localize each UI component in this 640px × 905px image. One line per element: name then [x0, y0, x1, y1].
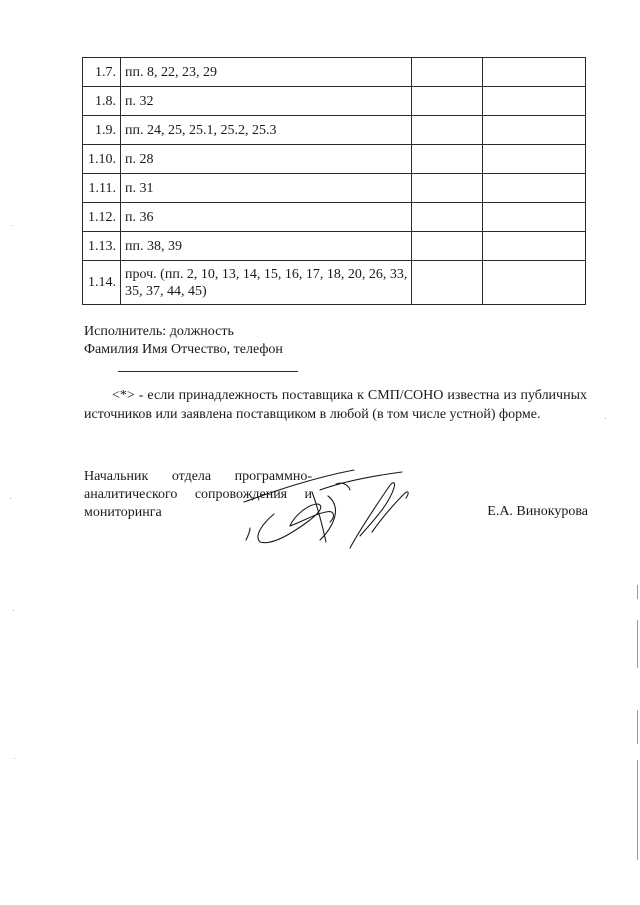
footnote-text: <*> - если принадлежность поставщика к СМП/СОНО известна из публичных источников или заявлена поставщиком в любой (в том числе устной) форме.	[84, 388, 587, 422]
scan-edge-mark	[637, 620, 638, 668]
row-number: 1.9.	[83, 116, 121, 145]
table-row	[83, 87, 586, 116]
row-reference: пп. 24, 25, 25.1, 25.2, 25.3	[121, 116, 412, 145]
row-reference: пп. 8, 22, 23, 29	[121, 58, 412, 87]
empty-cell	[483, 232, 586, 261]
empty-cell	[412, 87, 483, 116]
row-number: 1.12.	[83, 203, 121, 232]
table-row	[83, 145, 586, 174]
empty-cell	[483, 203, 586, 232]
table-row	[83, 261, 586, 305]
executor-name-phone: Фамилия Имя Отчество, телефон	[84, 342, 283, 357]
row-reference: пп. 38, 39	[121, 232, 412, 261]
scan-edge-mark	[637, 585, 638, 599]
table-row	[83, 174, 586, 203]
empty-cell	[483, 145, 586, 174]
row-reference: проч. (пп. 2, 10, 13, 14, 15, 16, 17, 18, 20, 26, 33, 35, 37, 44, 45)	[121, 261, 412, 305]
table-row	[83, 58, 586, 87]
row-number: 1.14.	[83, 261, 121, 305]
empty-cell	[412, 145, 483, 174]
table-row	[83, 203, 586, 232]
signatory-role: Начальник отдела программно-аналитического сопровождения и мониторинга	[84, 469, 312, 520]
scan-edge-mark	[637, 710, 638, 744]
row-number: 1.10.	[83, 145, 121, 174]
items-table	[82, 57, 586, 305]
signatory-name: Е.А. Винокурова	[487, 504, 588, 519]
empty-cell	[412, 116, 483, 145]
executor-position: Исполнитель: должность	[84, 324, 234, 339]
scan-speck	[605, 418, 606, 419]
empty-cell	[483, 87, 586, 116]
row-reference: п. 32	[121, 87, 412, 116]
scan-speck	[14, 758, 15, 759]
row-reference: п. 31	[121, 174, 412, 203]
empty-cell	[483, 58, 586, 87]
executor-block	[84, 323, 283, 359]
scan-edge-mark	[637, 760, 638, 860]
row-reference: п. 36	[121, 203, 412, 232]
empty-cell	[483, 261, 586, 305]
empty-cell	[412, 174, 483, 203]
scan-speck	[10, 498, 11, 499]
empty-cell	[483, 174, 586, 203]
empty-cell	[412, 58, 483, 87]
executor-signature-line	[118, 371, 298, 372]
row-number: 1.7.	[83, 58, 121, 87]
table-row	[83, 232, 586, 261]
table-row	[83, 116, 586, 145]
scan-speck	[12, 225, 13, 226]
handwritten-signature	[232, 462, 432, 552]
empty-cell	[412, 203, 483, 232]
empty-cell	[483, 116, 586, 145]
row-reference: п. 28	[121, 145, 412, 174]
empty-cell	[412, 232, 483, 261]
scan-speck	[13, 610, 14, 611]
row-number: 1.8.	[83, 87, 121, 116]
empty-cell	[412, 261, 483, 305]
footnote	[84, 386, 587, 424]
row-number: 1.13.	[83, 232, 121, 261]
row-number: 1.11.	[83, 174, 121, 203]
